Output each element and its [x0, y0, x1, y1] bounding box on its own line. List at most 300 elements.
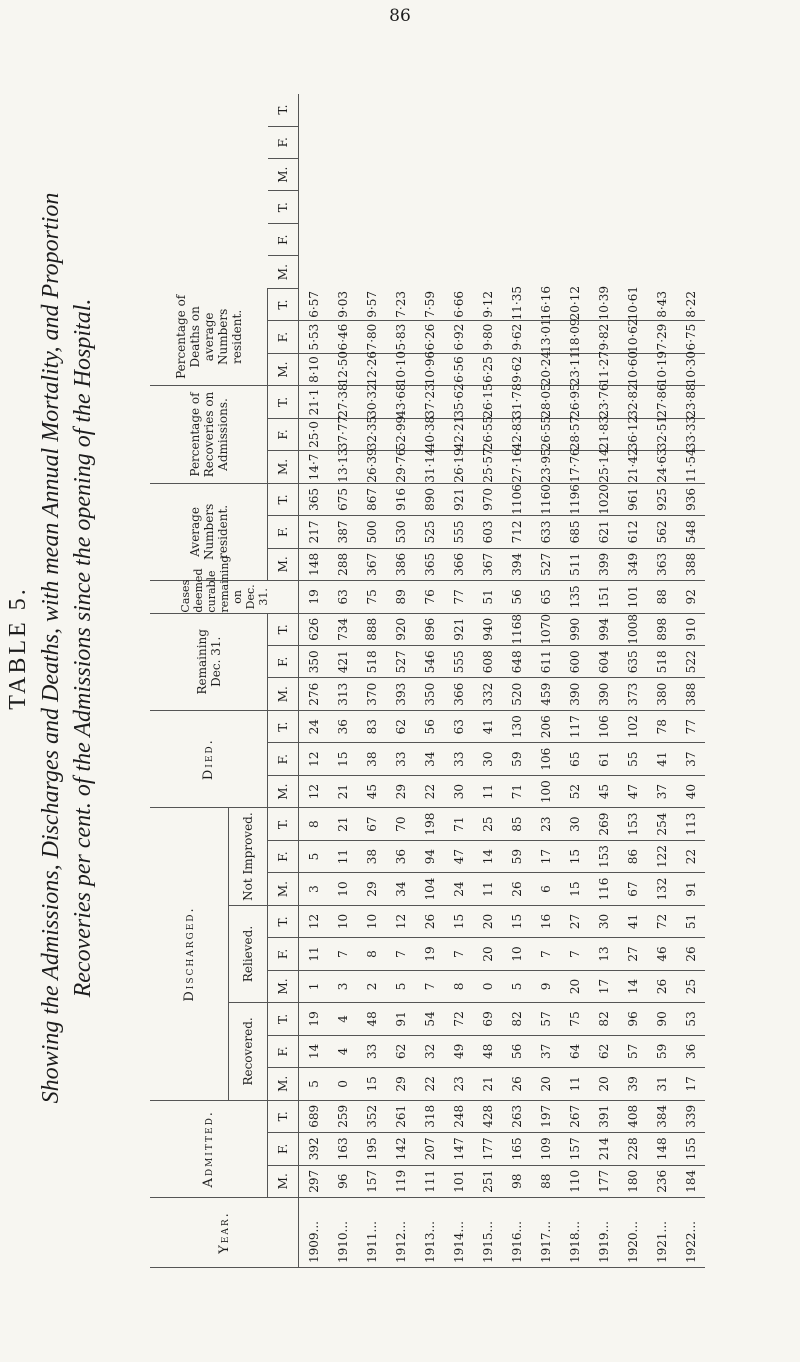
- pd-cell: 6·92: [444, 321, 473, 353]
- curable-cell: 88: [647, 581, 676, 613]
- avg-cell: 562: [647, 516, 676, 548]
- pd-cell: 12·50: [328, 353, 357, 385]
- rec-cell: 31: [647, 1068, 676, 1100]
- year-cell: 1920...: [618, 1198, 647, 1268]
- curable-cell: 75: [357, 581, 386, 613]
- adm-cell: 261: [386, 1100, 415, 1132]
- rem-cell: 635: [618, 646, 647, 678]
- sex-header-t: T.: [268, 483, 299, 515]
- rec-cell: 48: [473, 1035, 502, 1067]
- rec-cell: 53: [676, 1003, 705, 1035]
- pd-cell: 16·16: [531, 288, 560, 320]
- rem-cell: 898: [647, 613, 676, 645]
- ni-cell: 15: [560, 873, 589, 905]
- sex-header-t: T.: [268, 808, 299, 840]
- table-row: [386, 29, 415, 1268]
- died-cell: 41: [473, 710, 502, 742]
- rec-cell: 36: [676, 1035, 705, 1067]
- sex-header-m: M.: [268, 775, 299, 807]
- header-died: Died.: [150, 710, 268, 807]
- rec-cell: 91: [386, 1003, 415, 1035]
- sex-header-t: T.: [268, 613, 299, 645]
- pr-cell: 27·86: [647, 386, 676, 418]
- avg-cell: 970: [473, 483, 502, 515]
- died-cell: 100: [531, 775, 560, 807]
- pr-cell: 33·33: [676, 418, 705, 450]
- pd-cell: 6·26: [415, 321, 444, 353]
- adm-cell: 101: [444, 1165, 473, 1197]
- rec-cell: 82: [502, 1003, 531, 1035]
- rel-cell: 16: [531, 905, 560, 937]
- rem-cell: 276: [299, 678, 329, 710]
- avg-cell: 367: [473, 548, 502, 580]
- ni-cell: 91: [676, 873, 705, 905]
- ni-cell: 29: [357, 873, 386, 905]
- avg-cell: 217: [299, 516, 329, 548]
- avg-cell: 675: [328, 483, 357, 515]
- pr-cell: 30·32: [357, 386, 386, 418]
- year-cell: 1909...: [299, 1198, 329, 1268]
- rem-cell: 994: [589, 613, 618, 645]
- pd-cell: 7·29: [647, 321, 676, 353]
- header-curable: Cases deemed curable remaining on Dec. 31.: [150, 581, 299, 613]
- ni-cell: 86: [618, 840, 647, 872]
- died-cell: 77: [676, 710, 705, 742]
- avg-cell: 365: [299, 483, 329, 515]
- ni-cell: 11: [328, 840, 357, 872]
- pd-cell: 9·80: [473, 321, 502, 353]
- rec-cell: 69: [473, 1003, 502, 1035]
- adm-cell: 109: [531, 1133, 560, 1165]
- rel-cell: 2: [357, 970, 386, 1002]
- table-subtitle-line1: Showing the Admissions, Discharges and Deaths, with mean Annual Mortality, and Proportion: [38, 192, 64, 1104]
- header-admitted: Admitted.: [150, 1100, 268, 1197]
- adm-cell: 98: [502, 1165, 531, 1197]
- died-cell: 30: [473, 743, 502, 775]
- pr-cell: 14·7: [299, 451, 329, 483]
- pr-cell: 42·21: [444, 418, 473, 450]
- curable-cell: 92: [676, 581, 705, 613]
- ni-cell: 153: [618, 808, 647, 840]
- adm-cell: 392: [299, 1133, 329, 1165]
- died-cell: 11: [473, 775, 502, 807]
- adm-cell: 352: [357, 1100, 386, 1132]
- adm-cell: 147: [444, 1133, 473, 1165]
- pr-cell: 32·51: [647, 418, 676, 450]
- pr-cell: 32·35: [357, 418, 386, 450]
- pd-cell: 18·09: [560, 321, 589, 353]
- rem-cell: 990: [560, 613, 589, 645]
- died-cell: 12: [299, 775, 329, 807]
- died-cell: 12: [299, 743, 329, 775]
- rel-cell: 10: [357, 905, 386, 937]
- curable-cell: 56: [502, 581, 531, 613]
- rel-cell: 12: [299, 905, 329, 937]
- pr-cell: 23·95: [531, 451, 560, 483]
- avg-cell: 388: [676, 548, 705, 580]
- died-cell: 34: [415, 743, 444, 775]
- rel-cell: 8: [357, 938, 386, 970]
- ni-cell: 104: [415, 873, 444, 905]
- rel-cell: 51: [676, 905, 705, 937]
- rec-cell: 15: [357, 1068, 386, 1100]
- rem-cell: 734: [328, 613, 357, 645]
- died-cell: 106: [589, 710, 618, 742]
- rel-cell: 46: [647, 938, 676, 970]
- adm-cell: 148: [647, 1133, 676, 1165]
- adm-cell: 248: [444, 1100, 473, 1132]
- pr-cell: 31·14: [415, 451, 444, 483]
- header-average: Average Numbers resident.: [150, 483, 268, 580]
- sex-header-f: F.: [268, 516, 299, 548]
- died-cell: 40: [676, 775, 705, 807]
- avg-cell: 530: [386, 516, 415, 548]
- ni-cell: 132: [647, 873, 676, 905]
- sex-header-t: T.: [268, 94, 299, 126]
- header-year: Year.: [150, 1198, 299, 1268]
- rel-cell: 27: [560, 905, 589, 937]
- rec-cell: 57: [531, 1003, 560, 1035]
- adm-cell: 177: [589, 1165, 618, 1197]
- pd-cell: 6·56: [444, 353, 473, 385]
- rec-cell: 82: [589, 1003, 618, 1035]
- rec-cell: 33: [357, 1035, 386, 1067]
- avg-cell: 1196: [560, 483, 589, 515]
- pd-cell: 10·61: [618, 288, 647, 320]
- year-cell: 1921...: [647, 1198, 676, 1268]
- year-cell: 1916...: [502, 1198, 531, 1268]
- pr-cell: 25·0: [299, 418, 329, 450]
- avg-cell: 603: [473, 516, 502, 548]
- curable-cell: 51: [473, 581, 502, 613]
- pr-cell: 28·57: [560, 418, 589, 450]
- rec-cell: 0: [328, 1068, 357, 1100]
- rem-cell: 332: [473, 678, 502, 710]
- sex-header-t: T.: [268, 386, 299, 418]
- ni-cell: 269: [589, 808, 618, 840]
- pr-cell: 40·38: [415, 418, 444, 450]
- adm-cell: 195: [357, 1133, 386, 1165]
- pr-cell: 21·1: [299, 386, 329, 418]
- ni-cell: 38: [357, 840, 386, 872]
- avg-cell: 1020: [589, 483, 618, 515]
- pd-cell: 6·25: [473, 353, 502, 385]
- died-cell: 62: [386, 710, 415, 742]
- adm-cell: 96: [328, 1165, 357, 1197]
- header-pct-deaths: Percentage of Deaths on average Numbers resident.: [150, 288, 268, 385]
- pr-cell: 32·82: [618, 386, 647, 418]
- pr-cell: 23·88: [676, 386, 705, 418]
- ni-cell: 15: [560, 840, 589, 872]
- died-cell: 33: [386, 743, 415, 775]
- adm-cell: 207: [415, 1133, 444, 1165]
- pd-cell: 7·59: [415, 288, 444, 320]
- died-cell: 37: [647, 775, 676, 807]
- pd-cell: 6·75: [676, 321, 705, 353]
- pr-cell: 37·77: [328, 418, 357, 450]
- adm-cell: 177: [473, 1133, 502, 1165]
- pd-cell: 9·82: [589, 321, 618, 353]
- adm-cell: 391: [589, 1100, 618, 1132]
- adm-cell: 318: [415, 1100, 444, 1132]
- rel-cell: 0: [473, 970, 502, 1002]
- sex-header-m: M.: [268, 159, 299, 191]
- sex-header-f: F.: [268, 646, 299, 678]
- rec-cell: 14: [299, 1035, 329, 1067]
- rem-cell: 921: [444, 613, 473, 645]
- rec-cell: 49: [444, 1035, 473, 1067]
- pr-cell: 28·05: [531, 386, 560, 418]
- curable-cell: 76: [415, 581, 444, 613]
- rel-cell: 41: [618, 905, 647, 937]
- died-cell: 59: [502, 743, 531, 775]
- ni-cell: 122: [647, 840, 676, 872]
- avg-cell: 386: [386, 548, 415, 580]
- ni-cell: 25: [473, 808, 502, 840]
- rem-cell: 600: [560, 646, 589, 678]
- adm-cell: 163: [328, 1133, 357, 1165]
- rem-cell: 373: [618, 678, 647, 710]
- died-cell: 22: [415, 775, 444, 807]
- sex-header-f: F.: [268, 1133, 299, 1165]
- table-row: [357, 29, 386, 1268]
- pr-cell: 29·76: [386, 451, 415, 483]
- rem-cell: 910: [676, 613, 705, 645]
- adm-cell: 408: [618, 1100, 647, 1132]
- adm-cell: 157: [560, 1133, 589, 1165]
- ni-cell: 67: [357, 808, 386, 840]
- rec-cell: 19: [299, 1003, 329, 1035]
- rec-cell: 48: [357, 1003, 386, 1035]
- died-cell: 30: [444, 775, 473, 807]
- avg-cell: 712: [502, 516, 531, 548]
- adm-cell: 88: [531, 1165, 560, 1197]
- rec-cell: 75: [560, 1003, 589, 1035]
- ni-cell: 23: [531, 808, 560, 840]
- pd-cell: 9·62: [502, 321, 531, 353]
- pr-cell: 26·15: [473, 386, 502, 418]
- rel-cell: 7: [531, 938, 560, 970]
- avg-cell: 685: [560, 516, 589, 548]
- table-row: [676, 29, 705, 1268]
- pr-cell: 11·54: [676, 451, 705, 483]
- adm-cell: 428: [473, 1100, 502, 1132]
- pr-cell: 26·95: [560, 386, 589, 418]
- died-cell: 24: [299, 710, 329, 742]
- rec-cell: 39: [618, 1068, 647, 1100]
- rem-cell: 313: [328, 678, 357, 710]
- rem-cell: 546: [415, 646, 444, 678]
- died-cell: 21: [328, 775, 357, 807]
- sex-header-m: M.: [268, 1068, 299, 1100]
- died-cell: 52: [560, 775, 589, 807]
- rem-cell: 520: [502, 678, 531, 710]
- avg-cell: 621: [589, 516, 618, 548]
- rec-cell: 56: [502, 1035, 531, 1067]
- died-cell: 15: [328, 743, 357, 775]
- ni-cell: 47: [444, 840, 473, 872]
- adm-cell: 267: [560, 1100, 589, 1132]
- rem-cell: 1070: [531, 613, 560, 645]
- rec-cell: 21: [473, 1068, 502, 1100]
- avg-cell: 555: [444, 516, 473, 548]
- ni-cell: 14: [473, 840, 502, 872]
- sex-header-f: F.: [268, 418, 299, 450]
- died-cell: 45: [589, 775, 618, 807]
- rec-cell: 62: [386, 1035, 415, 1067]
- died-cell: 130: [502, 710, 531, 742]
- rec-cell: 62: [589, 1035, 618, 1067]
- adm-cell: 142: [386, 1133, 415, 1165]
- header-remaining: Remaining Dec. 31.: [150, 613, 268, 710]
- avg-cell: 612: [618, 516, 647, 548]
- rec-cell: 96: [618, 1003, 647, 1035]
- ni-cell: 67: [618, 873, 647, 905]
- ni-cell: 34: [386, 873, 415, 905]
- pd-cell: 9·57: [357, 288, 386, 320]
- avg-cell: 1160: [531, 483, 560, 515]
- avg-cell: 366: [444, 548, 473, 580]
- died-cell: 36: [328, 710, 357, 742]
- pr-cell: 36·12: [618, 418, 647, 450]
- rel-cell: 12: [386, 905, 415, 937]
- died-cell: 78: [647, 710, 676, 742]
- rel-cell: 7: [415, 970, 444, 1002]
- rem-cell: 518: [647, 646, 676, 678]
- pd-cell: 8·10: [299, 353, 329, 385]
- avg-cell: 148: [299, 548, 329, 580]
- pd-cell: 10·62: [618, 321, 647, 353]
- rec-cell: 4: [328, 1003, 357, 1035]
- curable-cell: 151: [589, 581, 618, 613]
- table-body: [299, 29, 706, 1268]
- adm-cell: 297: [299, 1165, 329, 1197]
- ni-cell: 10: [328, 873, 357, 905]
- avg-cell: 936: [676, 483, 705, 515]
- year-cell: 1911...: [357, 1198, 386, 1268]
- rem-cell: 611: [531, 646, 560, 678]
- avg-cell: 527: [531, 548, 560, 580]
- rem-cell: 1008: [618, 613, 647, 645]
- pr-cell: 52·99: [386, 418, 415, 450]
- died-cell: 37: [676, 743, 705, 775]
- died-cell: 63: [444, 710, 473, 742]
- table-row: [473, 29, 502, 1268]
- avg-cell: 511: [560, 548, 589, 580]
- avg-cell: 890: [415, 483, 444, 515]
- year-cell: 1910...: [328, 1198, 357, 1268]
- rem-cell: 390: [560, 678, 589, 710]
- ni-cell: 94: [415, 840, 444, 872]
- table-row: [444, 29, 473, 1268]
- rem-cell: 380: [647, 678, 676, 710]
- avg-cell: 399: [589, 548, 618, 580]
- year-cell: 1913...: [415, 1198, 444, 1268]
- pr-cell: 26·55: [473, 418, 502, 450]
- ni-cell: 85: [502, 808, 531, 840]
- died-cell: 106: [531, 743, 560, 775]
- rem-cell: 896: [415, 613, 444, 645]
- ni-cell: 8: [299, 808, 329, 840]
- rec-cell: 72: [444, 1003, 473, 1035]
- page-number: 86: [389, 6, 411, 26]
- pr-cell: 27·16: [502, 451, 531, 483]
- rem-cell: 604: [589, 646, 618, 678]
- sex-header-m: M.: [268, 256, 299, 288]
- sex-header-t: T.: [268, 288, 299, 320]
- pd-cell: 11·35: [502, 288, 531, 320]
- ni-cell: 113: [676, 808, 705, 840]
- sex-header-f: F.: [268, 126, 299, 158]
- sex-header-f: F.: [268, 840, 299, 872]
- sex-header-f: F.: [268, 1035, 299, 1067]
- adm-cell: 165: [502, 1133, 531, 1165]
- ni-cell: 36: [386, 840, 415, 872]
- ni-cell: 26: [502, 873, 531, 905]
- ni-cell: 6: [531, 873, 560, 905]
- ni-cell: 71: [444, 808, 473, 840]
- pd-cell: 6·57: [299, 288, 329, 320]
- rec-cell: 26: [502, 1068, 531, 1100]
- rel-cell: 72: [647, 905, 676, 937]
- pd-cell: 10·30: [676, 353, 705, 385]
- avg-cell: 365: [415, 548, 444, 580]
- rec-cell: 64: [560, 1035, 589, 1067]
- sex-header-m: M.: [268, 970, 299, 1002]
- pd-cell: 11·27: [589, 353, 618, 385]
- ni-cell: 30: [560, 808, 589, 840]
- pr-cell: 21·42: [618, 451, 647, 483]
- pr-cell: 37·23: [415, 386, 444, 418]
- died-cell: 29: [386, 775, 415, 807]
- table-row: [531, 29, 560, 1268]
- pd-cell: 13·01: [531, 321, 560, 353]
- curable-cell: 77: [444, 581, 473, 613]
- died-cell: 65: [560, 743, 589, 775]
- adm-cell: 263: [502, 1100, 531, 1132]
- table-row: [618, 29, 647, 1268]
- rel-cell: 25: [676, 970, 705, 1002]
- pd-cell: 20·12: [560, 288, 589, 320]
- rec-cell: 57: [618, 1035, 647, 1067]
- pd-cell: 6·46: [328, 321, 357, 353]
- ni-cell: 116: [589, 873, 618, 905]
- adm-cell: 184: [676, 1165, 705, 1197]
- avg-cell: 921: [444, 483, 473, 515]
- adm-cell: 251: [473, 1165, 502, 1197]
- avg-cell: 387: [328, 516, 357, 548]
- curable-cell: 19: [299, 581, 329, 613]
- ni-cell: 254: [647, 808, 676, 840]
- ni-cell: 22: [676, 840, 705, 872]
- pr-cell: 13·13: [328, 451, 357, 483]
- pd-cell: 10·60: [618, 353, 647, 385]
- ni-cell: 3: [299, 873, 329, 905]
- avg-cell: 500: [357, 516, 386, 548]
- rem-cell: 393: [386, 678, 415, 710]
- statistics-table: [150, 28, 705, 1268]
- ni-cell: 59: [502, 840, 531, 872]
- adm-cell: 689: [299, 1100, 329, 1132]
- rel-cell: 26: [647, 970, 676, 1002]
- rem-cell: 388: [676, 678, 705, 710]
- rec-cell: 20: [589, 1068, 618, 1100]
- died-cell: 117: [560, 710, 589, 742]
- pd-cell: 6·66: [444, 288, 473, 320]
- adm-cell: 119: [386, 1165, 415, 1197]
- rel-cell: 1: [299, 970, 329, 1002]
- pd-cell: 20·24: [531, 353, 560, 385]
